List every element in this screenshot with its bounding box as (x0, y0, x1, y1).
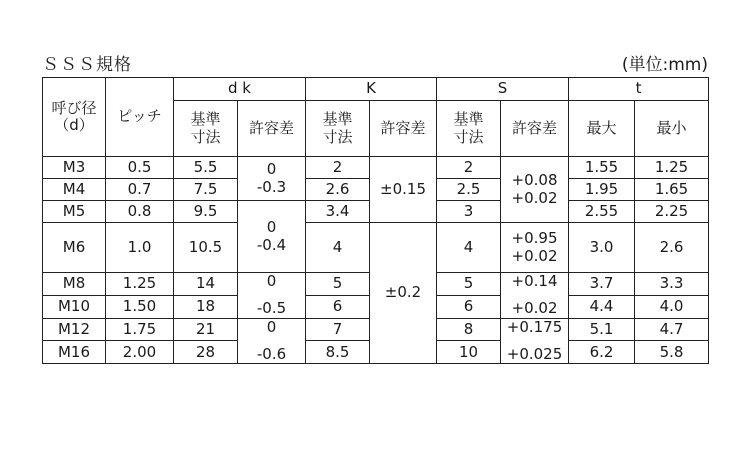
cell-s: 8 (437, 318, 501, 341)
cell-pitch: 0.5 (106, 157, 174, 179)
tol-lower: +0.02 (511, 299, 558, 318)
tol-lower: +0.02 (511, 188, 558, 207)
header-std-line1: 基準 (190, 110, 221, 129)
cell-t-max: 4.4 (569, 295, 635, 318)
header-nominal (43, 78, 106, 157)
header-dk: d k (174, 78, 306, 101)
tol-lower: -0.3 (256, 177, 287, 196)
header-t-min: 最小 (635, 101, 709, 157)
cell-s: 3 (437, 201, 501, 223)
tol-upper: +0.175 (506, 317, 563, 336)
cell-k: 6 (306, 295, 370, 318)
tol-upper: 0 (266, 272, 277, 290)
cell-pitch: 1.50 (106, 295, 174, 318)
header-nominal-line1: 呼び径 (51, 98, 97, 117)
cell-k-tol: ±0.15 (370, 157, 437, 223)
cell-size: M6 (43, 223, 106, 273)
cell-s-tol (501, 157, 569, 223)
cell-pitch: 1.25 (106, 273, 174, 296)
tol-lower: -0.6 (256, 344, 287, 363)
cell-dk: 10.5 (174, 223, 238, 273)
header-std-line2: 寸法 (453, 127, 484, 146)
cell-size: M5 (43, 201, 106, 223)
unit-label: (単位:mm) (621, 55, 708, 75)
tol-lower: +0.02 (511, 246, 558, 265)
header-t-max: 最大 (569, 101, 635, 157)
header-dk-std (174, 101, 238, 157)
header-dk-tol: 許容差 (238, 101, 306, 157)
tol-lower: -0.5 (256, 299, 287, 318)
cell-t-min: 2.6 (635, 223, 709, 273)
cell-t-max: 2.55 (569, 201, 635, 223)
cell-t-min: 1.25 (635, 157, 709, 179)
cell-size: M16 (43, 341, 106, 364)
header-std-line1: 基準 (453, 110, 484, 129)
spec-table (42, 77, 709, 364)
cell-size: M4 (43, 179, 106, 201)
tol-upper: +0.08 (511, 171, 558, 190)
cell-t-max: 3.7 (569, 273, 635, 296)
cell-s: 5 (437, 273, 501, 296)
cell-t-min: 4.7 (635, 318, 709, 341)
cell-s-tol (501, 273, 569, 319)
cell-dk: 7.5 (174, 179, 238, 201)
cell-k: 3.4 (306, 201, 370, 223)
cell-t-max: 1.95 (569, 179, 635, 201)
header-nominal-line2: （d） (54, 116, 94, 134)
cell-k: 2 (306, 157, 370, 179)
cell-s: 2 (437, 157, 501, 179)
cell-pitch: 2.00 (106, 341, 174, 364)
cell-dk-tol (238, 201, 306, 273)
header-k-tol: 許容差 (370, 101, 437, 157)
cell-s: 10 (437, 341, 501, 364)
tol-upper: 0 (266, 218, 277, 237)
cell-k: 4 (306, 223, 370, 273)
table-row (43, 157, 709, 179)
cell-pitch: 1.0 (106, 223, 174, 273)
tol-upper: 0 (266, 160, 277, 179)
cell-s: 4 (437, 223, 501, 273)
cell-t-max: 5.1 (569, 318, 635, 341)
cell-dk: 14 (174, 273, 238, 296)
header-std-line2: 寸法 (322, 127, 353, 146)
cell-k: 7 (306, 318, 370, 341)
table-title: ＳＳＳ規格 (42, 55, 132, 75)
header-s-tol: 許容差 (501, 101, 569, 157)
cell-k: 2.6 (306, 179, 370, 201)
cell-s: 2.5 (437, 179, 501, 201)
cell-s: 6 (437, 295, 501, 318)
cell-dk-tol (238, 273, 306, 319)
cell-dk: 5.5 (174, 157, 238, 179)
header-std-line1: 基準 (322, 110, 353, 129)
header-k-std (306, 101, 370, 157)
cell-size: M10 (43, 295, 106, 318)
tol-upper: +0.95 (511, 229, 558, 248)
cell-t-min: 3.3 (635, 273, 709, 296)
cell-t-min: 2.25 (635, 201, 709, 223)
header-s: S (437, 78, 569, 101)
cell-dk: 18 (174, 295, 238, 318)
cell-size: M12 (43, 318, 106, 341)
cell-k-tol: ±0.2 (370, 223, 437, 364)
cell-size: M3 (43, 157, 106, 179)
tol-upper: 0 (266, 317, 277, 336)
cell-pitch: 1.75 (106, 318, 174, 341)
tol-upper: +0.14 (511, 272, 558, 290)
header-s-std (437, 101, 501, 157)
tol-lower: -0.4 (256, 235, 287, 254)
cell-t-max: 3.0 (569, 223, 635, 273)
tol-lower: +0.025 (506, 344, 563, 363)
cell-dk-tol (238, 157, 306, 201)
cell-dk: 28 (174, 341, 238, 364)
cell-pitch: 0.8 (106, 201, 174, 223)
cell-t-min: 4.0 (635, 295, 709, 318)
cell-dk: 21 (174, 318, 238, 341)
cell-t-min: 5.8 (635, 341, 709, 364)
cell-s-tol (501, 223, 569, 273)
cell-t-min: 1.65 (635, 179, 709, 201)
header-pitch: ピッチ (106, 78, 174, 157)
header-row-top (43, 78, 709, 101)
cell-size: M8 (43, 273, 106, 296)
cell-t-max: 6.2 (569, 341, 635, 364)
cell-dk: 9.5 (174, 201, 238, 223)
table-row (43, 223, 709, 273)
header-t: t (569, 78, 709, 101)
cell-t-max: 1.55 (569, 157, 635, 179)
cell-k: 8.5 (306, 341, 370, 364)
cell-k: 5 (306, 273, 370, 296)
cell-dk-tol (238, 318, 306, 364)
cell-pitch: 0.7 (106, 179, 174, 201)
cell-s-tol (501, 318, 569, 364)
header-k: K (306, 78, 437, 101)
header-std-line2: 寸法 (190, 127, 221, 146)
